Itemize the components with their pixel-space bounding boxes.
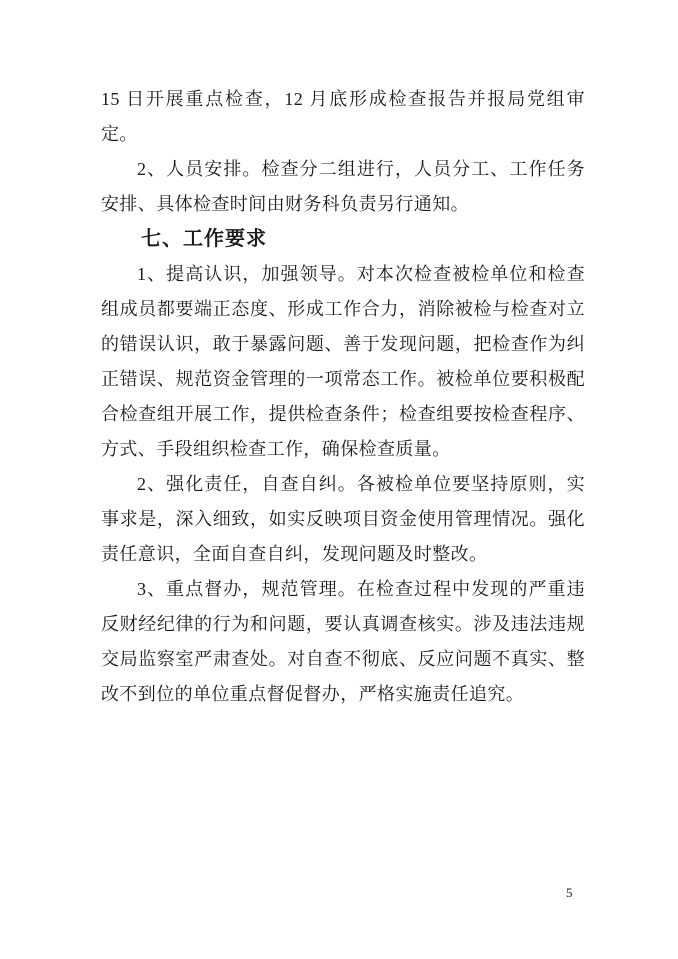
paragraph-continuation: 15 日开展重点检查，12 月底形成检查报告并报局党组审定。 — [101, 89, 585, 144]
paragraph-personnel-arrangement: 2、人员安排。检查分二组进行，人员分工、工作任务安排、具体检查时间由财务科负责另行通知。 — [101, 159, 585, 214]
paragraph-requirement-1: 1、提高认识，加强领导。对本次检查被检单位和检查组成员都要端正态度、形成工作合力，消除被检与检查对立的错误认识，敢于暴露问题、善于发现问题，把检查作为纠正错误、规范资金管理的一项常态工作。被检单位要积极配合检查组开展工作，提供检查条件；检查组要按检查程序、方式、手段组织检查工作，确保检查质量。 — [101, 264, 585, 459]
paragraph-requirement-2: 2、强化责任，自查自纠。各被检单位要坚持原则，实事求是，深入细致，如实反映项目资金使用管理情况。强化责任意识，全面自查自纠，发现问题及时整改。 — [101, 474, 585, 564]
page-number: 5 — [566, 885, 573, 900]
document-body — [101, 82, 585, 712]
paragraph-requirement-3: 3、重点督办，规范管理。在检查过程中发现的严重违反财经纪律的行为和问题，要认真调查核实。涉及违法违规交局监察室严肃查处。对自查不彻底、反应问题不真实、整改不到位的单位重点督促督办，严格实施责任追究。 — [101, 579, 585, 704]
section-heading-work-requirements: 七、工作要求 — [141, 228, 267, 250]
